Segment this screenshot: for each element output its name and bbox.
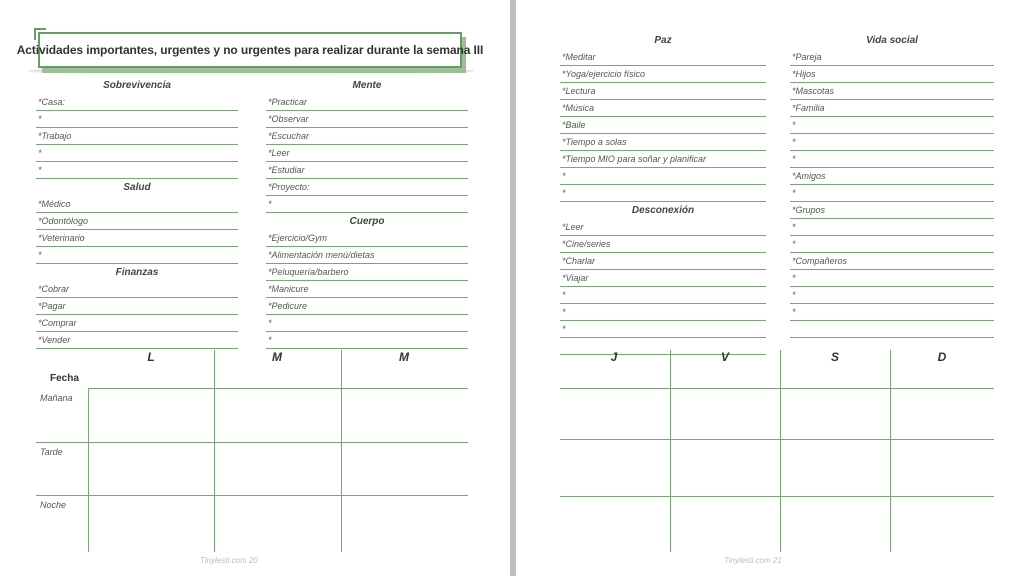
left-column-2 — [266, 77, 468, 349]
row-label-manana: Mañana — [40, 393, 73, 403]
planner-cell[interactable] — [342, 389, 468, 442]
day-grid-right — [516, 348, 1024, 553]
checklist-line[interactable]: * — [560, 321, 766, 338]
checklist-line[interactable]: *Leer — [560, 219, 766, 236]
checklist-line[interactable]: *Mascotas — [790, 83, 994, 100]
planner-cell[interactable] — [561, 440, 670, 496]
checklist-line[interactable]: * — [36, 162, 238, 179]
section-heading-finanzas: Finanzas — [115, 267, 159, 278]
checklist-line[interactable]: *Escuchar — [266, 128, 468, 145]
checklist-line[interactable]: *Comprar — [36, 315, 238, 332]
checklist-line[interactable]: *Tiempo MIO para soñar y planificar — [560, 151, 766, 168]
right-column-1 — [560, 32, 766, 355]
checklist-line[interactable]: *Estudiar — [266, 162, 468, 179]
checklist-line[interactable]: *Odontólogo — [36, 213, 238, 230]
checklist-line[interactable]: * — [560, 287, 766, 304]
section-heading-cuerpo: Cuerpo — [349, 216, 385, 227]
checklist-line[interactable]: *Familia — [790, 100, 994, 117]
checklist-line[interactable]: * — [790, 219, 994, 236]
checklist-line[interactable]: *Amigos — [790, 168, 994, 185]
planner-cell[interactable] — [781, 497, 890, 552]
checklist-line[interactable]: * — [790, 270, 994, 287]
planner-cell[interactable] — [342, 496, 468, 552]
checklist-line[interactable]: *Compañeros — [790, 253, 994, 270]
day-grid-left — [0, 348, 510, 553]
row-label-tarde: Tarde — [40, 447, 63, 457]
day-header[interactable]: J — [610, 350, 618, 364]
checklist-line[interactable]: *Cobrar — [36, 281, 238, 298]
checklist-line[interactable]: * — [560, 304, 766, 321]
planner-cell[interactable] — [671, 440, 780, 496]
checklist-line[interactable]: *Manicure — [266, 281, 468, 298]
checklist-line[interactable]: *Pedicure — [266, 298, 468, 315]
checklist-line[interactable]: * — [790, 304, 994, 321]
planner-cell[interactable] — [561, 389, 670, 439]
day-header[interactable]: M — [272, 350, 282, 364]
planner-cell[interactable] — [215, 443, 341, 495]
checklist-line[interactable]: *Trabajo — [36, 128, 238, 145]
section-heading-paz: Paz — [654, 35, 672, 46]
checklist-line[interactable]: * — [36, 145, 238, 162]
section-heading-mente: Mente — [352, 80, 382, 91]
checklist-line[interactable]: *Música — [560, 100, 766, 117]
left-column-1 — [36, 77, 238, 349]
section-heading-vida-social: Vida social — [866, 35, 918, 46]
checklist-line[interactable]: *Meditar — [560, 49, 766, 66]
planner-cell[interactable] — [89, 389, 214, 442]
checklist-line[interactable]: * — [560, 168, 766, 185]
planner-cell[interactable] — [561, 497, 670, 552]
day-header[interactable]: S — [830, 350, 840, 364]
checklist-line[interactable]: * — [790, 151, 994, 168]
planner-cell[interactable] — [781, 389, 890, 439]
checklist-line[interactable]: * — [266, 332, 468, 349]
checklist-line[interactable]: * — [36, 247, 238, 264]
checklist-line[interactable]: *Veterinario — [36, 230, 238, 247]
checklist-line[interactable]: *Grupos — [790, 202, 994, 219]
checklist-line[interactable]: *Viajar — [560, 270, 766, 287]
checklist-line[interactable]: * — [560, 185, 766, 202]
checklist-line[interactable]: *Ejercicio/Gym — [266, 230, 468, 247]
checklist-line[interactable]: *Observar — [266, 111, 468, 128]
checklist-line[interactable]: *Lectura — [560, 83, 766, 100]
checklist-line[interactable]: *Charlar — [560, 253, 766, 270]
checklist-line[interactable]: * — [790, 134, 994, 151]
checklist-line[interactable]: *Médico — [36, 196, 238, 213]
checklist-line[interactable]: * — [266, 315, 468, 332]
checklist-line[interactable]: *Leer — [266, 145, 468, 162]
checklist-line[interactable] — [790, 321, 994, 338]
checklist-line[interactable]: * — [790, 117, 994, 134]
checklist-line[interactable]: * — [266, 196, 468, 213]
page-footer: Tinylesti.com 21 — [724, 556, 782, 565]
checklist-line[interactable]: *Casa: — [36, 94, 238, 111]
checklist-line[interactable]: *Peluquería/barbero — [266, 264, 468, 281]
checklist-line[interactable]: *Pagar — [36, 298, 238, 315]
checklist-line[interactable]: *Hijos — [790, 66, 994, 83]
checklist-line[interactable]: * — [790, 185, 994, 202]
planner-cell[interactable] — [671, 497, 780, 552]
section-heading-sobrevivencia: Sobrevivencia — [103, 80, 171, 91]
checklist-line[interactable]: *Cine/series — [560, 236, 766, 253]
checklist-line[interactable]: * — [790, 236, 994, 253]
checklist-line[interactable]: *Vender — [36, 332, 238, 349]
right-column-2 — [790, 32, 994, 338]
checklist-line[interactable]: * — [790, 287, 994, 304]
fecha-label: Fecha — [50, 373, 79, 384]
checklist-line[interactable]: *Tiempo a solas — [560, 134, 766, 151]
day-header[interactable]: V — [720, 350, 730, 364]
day-header[interactable]: M — [399, 350, 409, 364]
planner-cell[interactable] — [891, 497, 994, 552]
page-title: Actividades importantes, urgentes y no urgentes para realizar durante la semana III — [16, 43, 484, 57]
planner-cell[interactable] — [891, 440, 994, 496]
checklist-line[interactable]: *Proyecto: — [266, 179, 468, 196]
section-heading-desconexion: Desconexión — [631, 205, 695, 216]
planner-cell[interactable] — [891, 389, 994, 439]
checklist-line[interactable]: *Pareja — [790, 49, 994, 66]
planner-cell[interactable] — [89, 496, 214, 552]
section-heading-salud: Salud — [123, 182, 151, 193]
planner-cell[interactable] — [215, 389, 341, 442]
planner-cell[interactable] — [89, 443, 214, 495]
day-header[interactable]: D — [937, 350, 947, 364]
planner-cell[interactable] — [781, 440, 890, 496]
checklist-line[interactable]: *Practicar — [266, 94, 468, 111]
page-footer: Tinylesti.com 20 — [200, 556, 258, 565]
planner-cell[interactable] — [671, 389, 780, 439]
planner-cell[interactable] — [342, 443, 468, 495]
checklist-line[interactable]: * — [36, 111, 238, 128]
right-page — [516, 0, 1024, 576]
checklist-line[interactable]: *Yoga/ejercicio físico — [560, 66, 766, 83]
row-label-noche: Noche — [40, 500, 67, 510]
left-page — [0, 0, 510, 576]
planner-cell[interactable] — [215, 496, 341, 552]
title-banner — [16, 32, 484, 68]
checklist-line[interactable]: *Baile — [560, 117, 766, 134]
day-header[interactable]: L — [147, 350, 155, 364]
checklist-line[interactable]: *Alimentación menú/dietas — [266, 247, 468, 264]
